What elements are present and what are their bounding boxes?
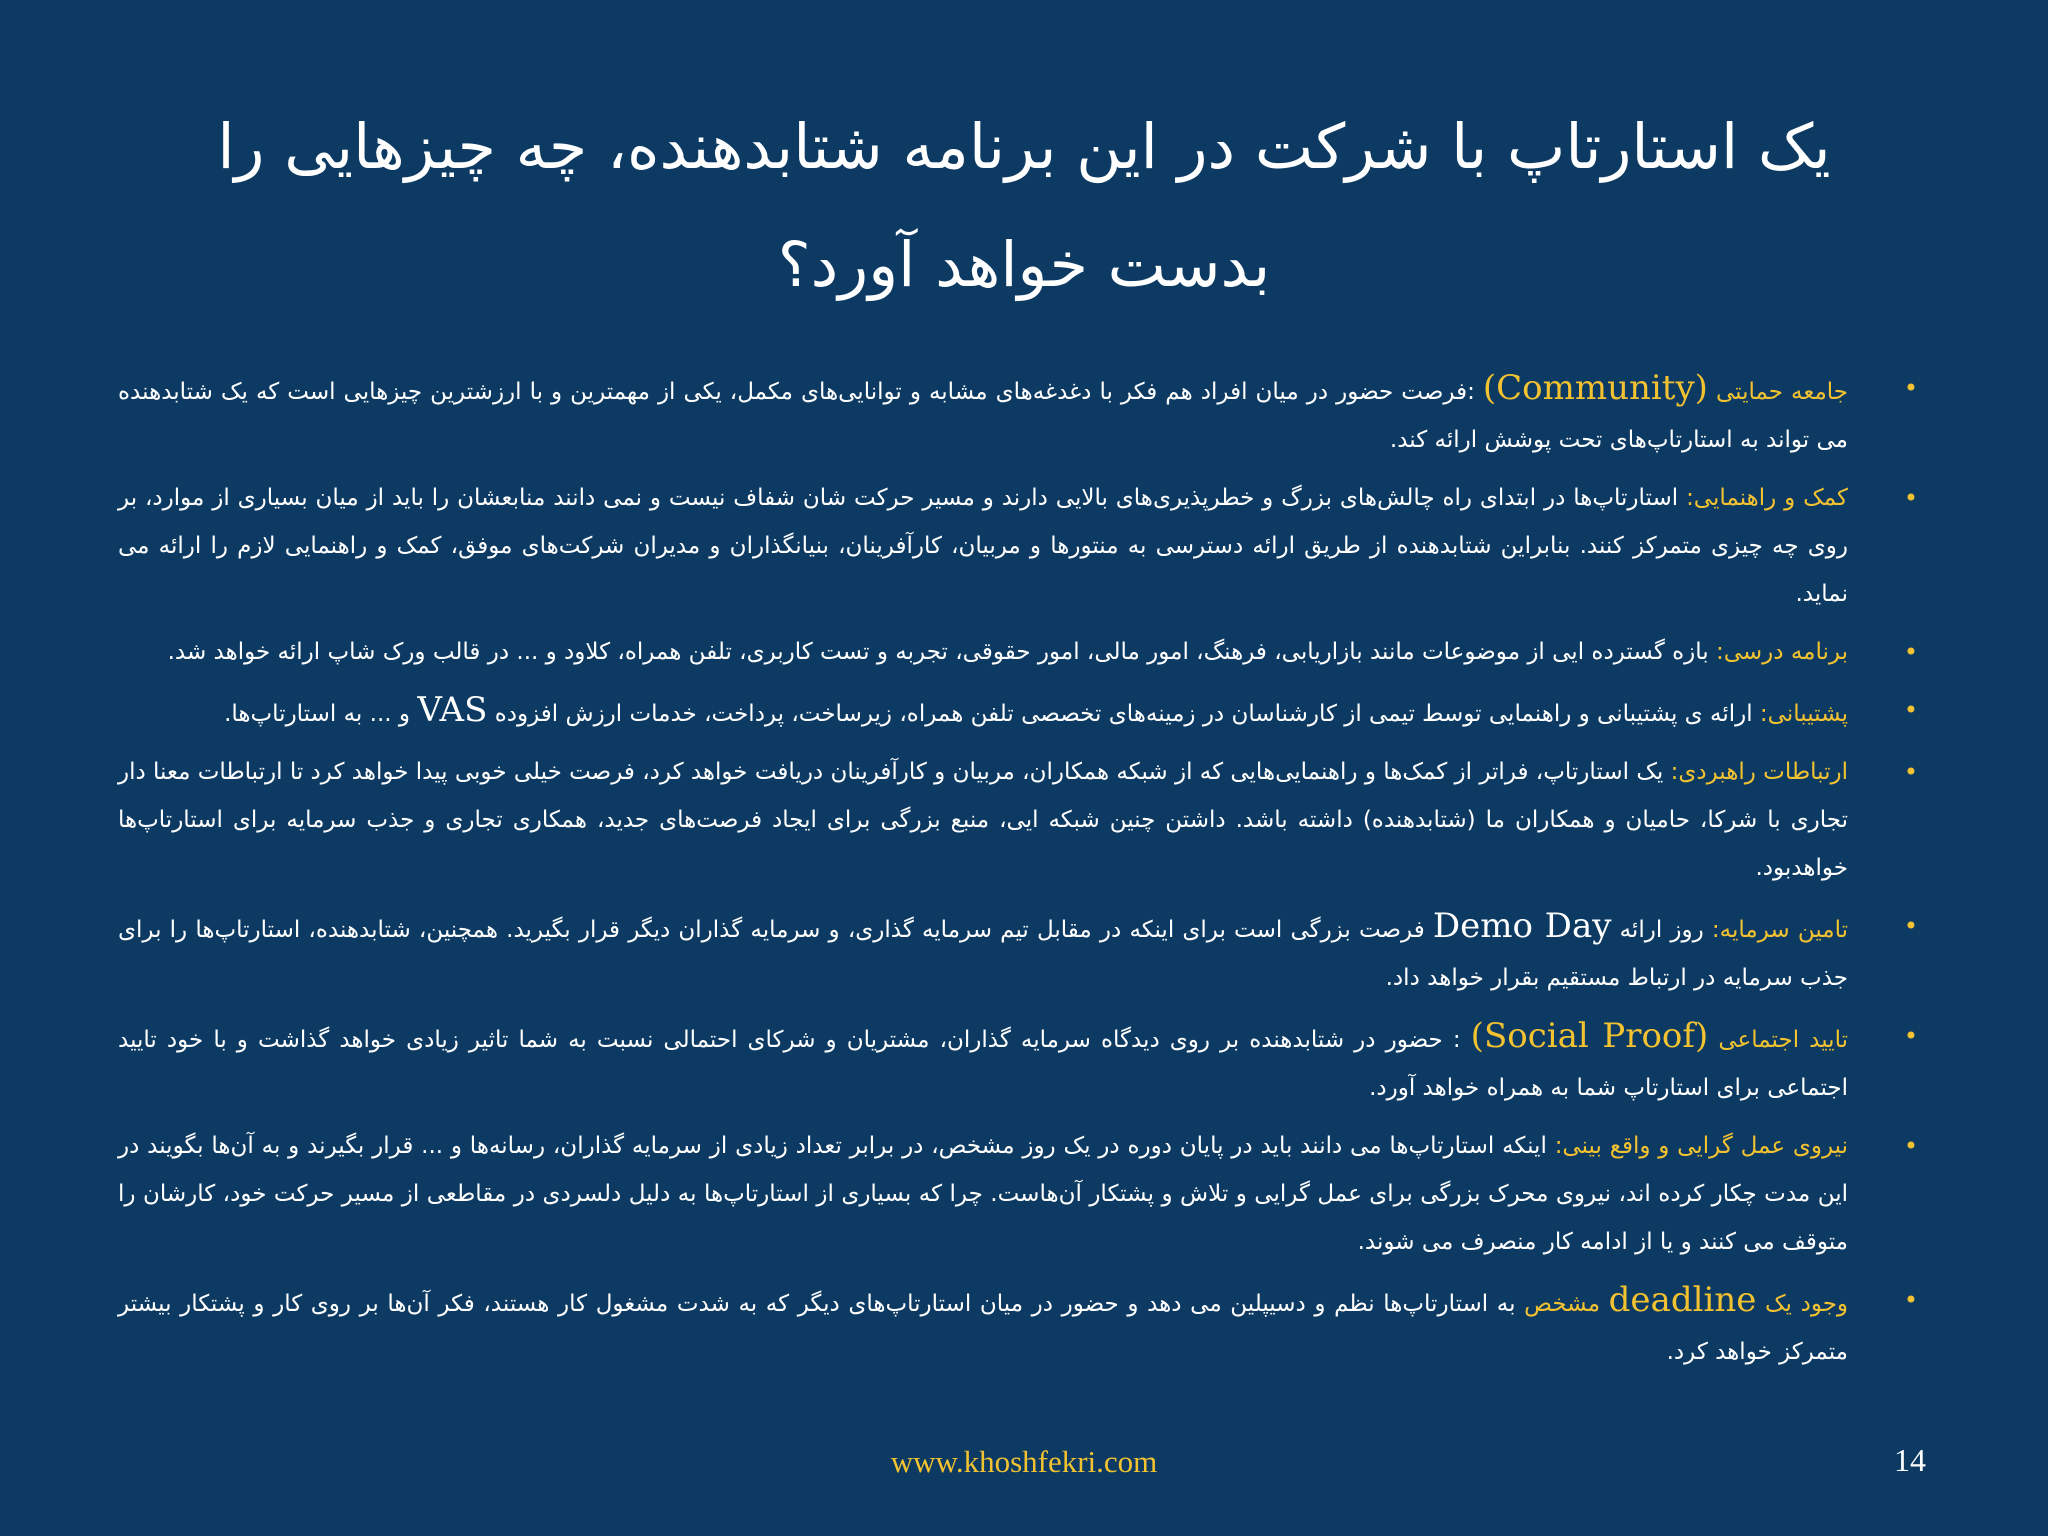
bullet-dot-icon: • bbox=[1903, 912, 1918, 940]
bullet-term: ارتباطات راهبردی: bbox=[1670, 759, 1848, 785]
bullet-support bbox=[118, 686, 1928, 738]
bullet-term: نیروی عمل گرایی و واقع بینی: bbox=[1554, 1133, 1849, 1159]
bullet-term-before: وجود یک bbox=[1764, 1291, 1849, 1317]
bullet-term: کمک و راهنمایی: bbox=[1686, 485, 1848, 511]
bullet-term: تایید اجتماعی bbox=[1718, 1027, 1848, 1053]
bullet-funding bbox=[118, 902, 1928, 1002]
bullet-latin-term: (Community) bbox=[1482, 368, 1708, 408]
bullet-dot-icon: • bbox=[1903, 1132, 1918, 1160]
slide-title: یک استارتاپ با شرکت در این برنامه شتابدهنده، چه چیزهایی را بدست خواهد آورد؟ bbox=[217, 110, 1831, 301]
bullet-strategic-relations bbox=[118, 748, 1928, 892]
bullet-dot-icon: • bbox=[1903, 374, 1918, 402]
bullet-term: پشتیبانی: bbox=[1759, 701, 1848, 727]
bullet-deadline bbox=[118, 1276, 1928, 1376]
bullet-dot-icon: • bbox=[1903, 1286, 1918, 1314]
bullet-community bbox=[118, 364, 1928, 464]
bullet-dot-icon: • bbox=[1903, 484, 1918, 512]
bullet-text: استارتاپ‌ها در ابتدای راه چالش‌های بزرگ و خطرپذیری‌های بالایی دارند و مسیر حرکت شان شفاف نیست و نمی دانند منابعشان را باید از میان بسیاری از موارد، بر روی چه چیزی متمرکز کنند. بنابراین شتابدهنده از طریق ارائه دسترسی به منتورها و مربیان، کارآفرینان، بنیانگذاران و مدیران شرکت‌های موفق، کمک و راهنمایی لازم را ارائه می نماید. bbox=[118, 485, 1848, 607]
bullet-dot-icon: • bbox=[1903, 1022, 1918, 1050]
bullet-guidance bbox=[118, 474, 1928, 618]
bullet-latin-term: Demo Day bbox=[1432, 906, 1612, 946]
bullet-term-after: مشخص bbox=[1524, 1291, 1601, 1317]
bullet-text: بازه گسترده ایی از موضوعات مانند بازاریابی، فرهنگ، امور مالی، امور حقوقی، تجربه و تست کاربری، تلفن همراه، کلاود و ... در قالب ورک شاپ ارائه خواهد شد. bbox=[167, 639, 1709, 665]
bullet-text: به استارتاپ‌ها نظم و دسیپلین می دهد و حضور در میان استارتاپ‌های دیگر که به شدت مشغول کار هستند، فکر آن‌ها بر روی کار و پشتکار بیشتر متمرکز خواهد کرد. bbox=[118, 1291, 1848, 1365]
bullet-pragmatism bbox=[118, 1122, 1928, 1266]
page-number: 14 bbox=[1894, 1442, 1926, 1478]
bullet-text-after: فرصت بزرگی است برای اینکه در مقابل تیم سرمایه گذاری، و سرمایه گذاران دیگر قرار بگیرید. همچنین، شتابدهنده، استارتاپ‌ها را برای جذب سرمایه در ارتباط مستقیم بقرار خواهد داد. bbox=[118, 917, 1848, 991]
bullet-dot-icon: • bbox=[1903, 696, 1918, 724]
bullet-curriculum bbox=[118, 628, 1928, 676]
bullet-social-proof bbox=[118, 1012, 1928, 1112]
footer-website-link[interactable]: www.khoshfekri.com bbox=[890, 1444, 1158, 1479]
bullet-text: یک استارتاپ، فراتر از کمک‌ها و راهنمایی‌هایی که از شبکه همکاران، مربیان و کارآفرینان دریافت خواهد کرد، فرصت خیلی خوبی پیدا خواهد کرد تا ارتباطات معنا دار تجاری با شرکا، حامیان و همکاران ما (شتابدهنده) داشته باشد. داشتن چنین شبکه ایی، منبع بزرگی برای ایجاد فرصت‌های جدید، همکاری تجاری و جذب سرمایه برای استارتاپ‌ها خواهدبود. bbox=[117, 759, 1848, 881]
bullet-list bbox=[118, 364, 1928, 1386]
bullet-text-before: روز ارائه bbox=[1611, 917, 1704, 943]
bullet-term: جامعه حمایتی bbox=[1715, 379, 1849, 405]
bullet-latin-term: VAS bbox=[417, 690, 488, 730]
bullet-latin-term: deadline bbox=[1608, 1280, 1757, 1320]
bullet-text: : حضور در شتابدهنده بر روی دیدگاه سرمایه گذاران، مشتریان و شرکای احتمالی نسبت به شما تاثیر زیادی خواهد گذاشت و با خود تایید اجتماعی برای استارتاپ شما به همراه خواهد آورد. bbox=[118, 1027, 1848, 1101]
bullet-term: تامین سرمایه: bbox=[1711, 917, 1849, 943]
bullet-dot-icon: • bbox=[1903, 638, 1918, 666]
bullet-text: اینکه استارتاپ‌ها می دانند باید در پایان دوره در یک روز مشخص، در برابر تعداد زیادی از سرمایه گذاران، رسانه‌ها و ... قرار بگیرند و به آن‌ها بگویند در این مدت چکار کرده اند، نیروی محرک بزرگی برای عمل گرایی و تلاش و پشتکار آن‌هاست. چرا که بسیاری از استارتاپ‌ها به دلیل دلسردی در مقاطعی از مسیر حرکت خود، کارشان را متوقف می کنند و یا از ادامه کار منصرف می شوند. bbox=[118, 1133, 1848, 1255]
bullet-text-before: ارائه ی پشتیبانی و راهنمایی توسط تیمی از کارشناسان در زمینه‌های تخصصی تلفن همراه، زیرساخت، پرداخت، خدمات ارزش افزوده bbox=[487, 701, 1753, 727]
bullet-text: :فرصت حضور در میان افراد هم فکر با دغدغه‌های مشابه و توانایی‌های مکمل، یکی از مهمترین و با ارزشترین چیزهایی است که یک شتابدهنده می تواند به استارتاپ‌های تحت پوشش ارائه کند. bbox=[118, 379, 1848, 453]
bullet-text-after: و ... به استارتاپ‌ها. bbox=[224, 701, 410, 727]
bullet-term: برنامه درسی: bbox=[1715, 639, 1848, 665]
bullet-latin-term: (Social Proof) bbox=[1470, 1016, 1709, 1056]
bullet-dot-icon: • bbox=[1903, 758, 1918, 786]
